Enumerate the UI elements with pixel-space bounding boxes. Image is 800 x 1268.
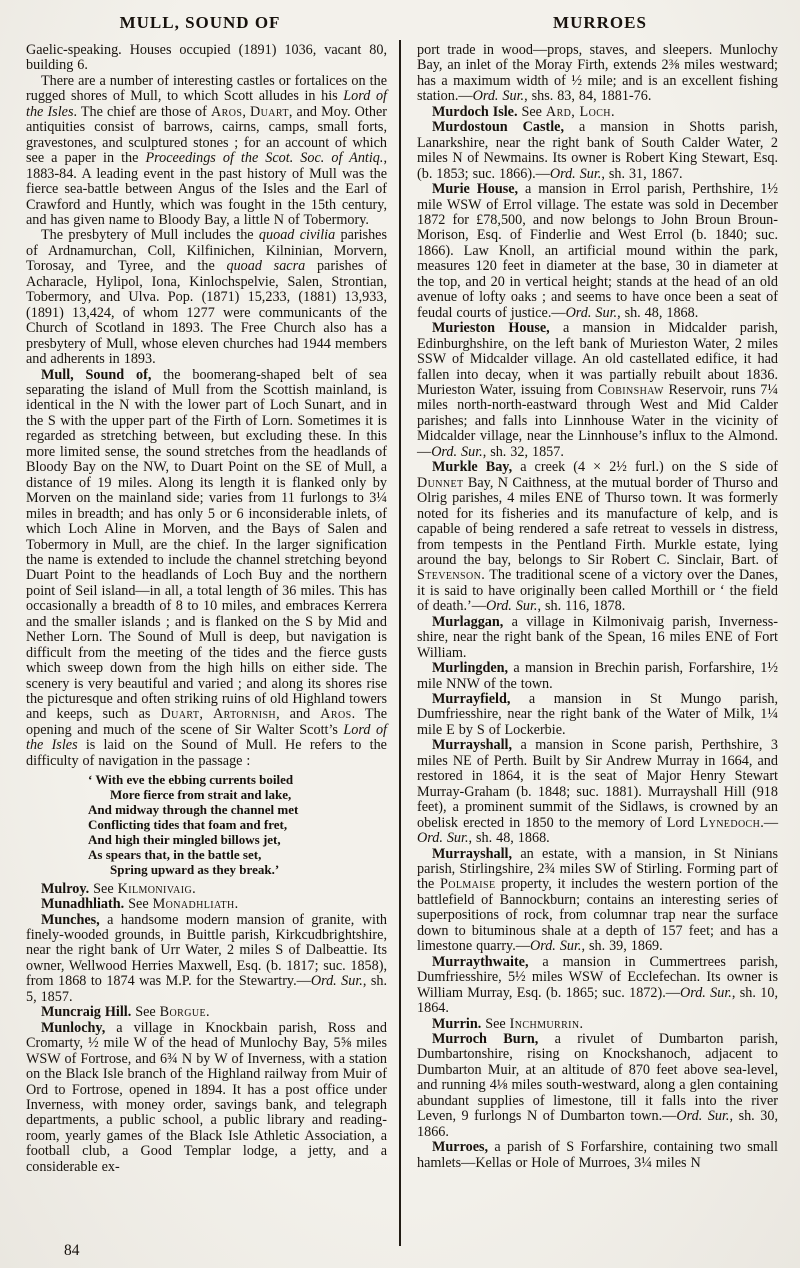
body-text: , sh. 10, 1864. xyxy=(417,984,778,1017)
body-text: , shs. 83, 84, 1881-76. xyxy=(524,88,652,105)
entry-name: Murlaggan, xyxy=(432,613,504,630)
body-text: a mansion in Midcalder parish, Edinburghshire, on the left bank of Murieston Water, 2 miles SSW of Midcalder village. An old castellated edifice, it had fallen into decay, when it was partially rebuilt about 1836. Murieston Water, issuing from xyxy=(417,320,778,398)
body-text: , sh. 30, 1866. xyxy=(417,1108,778,1140)
gazetteer-entry xyxy=(26,368,387,770)
cross-reference: Lynedoch xyxy=(699,814,761,831)
entry-name: Muncraig Hill. xyxy=(41,1004,132,1021)
verse-line: ‘ With eve the ebbing currents boiled xyxy=(88,772,294,788)
entry-name: Murieston House, xyxy=(432,320,550,337)
body-text: . xyxy=(610,103,615,120)
gazetteer-entry xyxy=(417,692,778,738)
text-paragraph xyxy=(26,228,387,367)
gazetteer-entry xyxy=(26,897,387,912)
gazetteer-entry xyxy=(417,182,778,321)
gazetteer-entry xyxy=(417,847,778,955)
entry-name: Murdoch Isle. xyxy=(432,103,518,120)
body-text: , and Moy. Other antiquities consist of barrows, cairns, camps, small forts, gravestones, and sculptured stones ; for an account of which see a paper in the xyxy=(26,103,387,167)
body-text: is laid on the Sound of Mull. He refers to the difficulty of navigation in the passage : xyxy=(26,737,387,769)
entry-name: Murlingden, xyxy=(432,660,509,677)
italic-text: Ord. Sur. xyxy=(679,984,732,1001)
right-column xyxy=(417,43,778,1175)
body-text: , sh. 31, 1867. xyxy=(601,165,683,182)
cross-reference: Dunnet xyxy=(417,474,464,491)
cross-reference: Duart xyxy=(160,706,200,723)
body-text: , sh. 48, 1868. xyxy=(617,304,699,321)
entry-name: Murroch Burn, xyxy=(432,1031,539,1047)
body-text: Gaelic-speaking. Houses occupied (1891) 1036, vacant 80, building 6. xyxy=(26,42,387,74)
gazetteer-entry xyxy=(417,321,778,460)
body-text: parishes of Ardnamurchan, Coll, Kilfinichen, Kilninian, Morvern, Torosay, and Tyree, and the xyxy=(26,227,387,275)
body-text: Reservoir, runs 7¼ miles north-north-eastward through West and Mid Calder parishes; and falls into Linnhouse Water in the vicinity of Midcalder village, near the Linnhouse’s influx to the Almond.— xyxy=(417,381,778,460)
gazetteer-entry xyxy=(26,1021,387,1176)
cross-reference: Polmaise xyxy=(439,876,496,893)
body-text: . The opening and much of the scene of Sir Walter Scott’s xyxy=(26,706,387,738)
cross-reference: Artornish xyxy=(212,706,277,723)
gazetteer-entry xyxy=(417,120,778,182)
cross-reference: Aros xyxy=(211,103,243,120)
gazetteer-entry xyxy=(417,1017,778,1032)
verse-line: Conflicting tides that foam and fret, xyxy=(88,817,288,833)
entry-name: Munadhliath. xyxy=(41,896,125,913)
body-text: See xyxy=(124,896,153,913)
italic-text: Ord. Sur. xyxy=(549,165,602,182)
italic-text: Lord of the Isles xyxy=(26,721,387,754)
body-text: a mansion in Brechin parish, Forfarshire, 1½ mile NNW of the town. xyxy=(417,660,778,692)
body-text: There are a number of interesting castles or fortalices on the rugged shores of Mull, to which Scott alludes in his xyxy=(26,72,387,105)
body-text: .— xyxy=(760,814,778,831)
italic-text: Ord. Sur. xyxy=(676,1108,730,1125)
verse-quote xyxy=(88,773,387,877)
text-paragraph xyxy=(26,43,387,74)
body-text: parishes of Acharacle, Hylipol, Iona, Kinlochspelvie, Salen, Strontian, Tobermory, and Ulva. Pop. (1871) 15,233, (1881) 13,933, (1891) 13,424, of whom 1277 were communicants of the Church of Scotland in 1893. The Free Church also has a presbytery of Mull, whose eleven churches had 1944 members and adherents in 1893. xyxy=(26,258,387,368)
cross-reference: Kilmonivaig xyxy=(117,880,193,897)
gazetteer-entry xyxy=(417,661,778,692)
body-text: a village in Knockbain parish, Ross and Cromarty, ½ mile W of the head of Munlochy Bay, 5⅝ miles WSW of Fortrose, and 6¾ N by W of Inverness, with a station on the Black Isle branch of the Highland railway from Muir of Ord to Fortrose, opened in 1894. It has a post office under Inverness, with money order, savings bank, and telegraph departments, a public school, a public library and reading-room, yearly games of the Black Isle Athletic Association, a football club, a Good Templar lodge, a jetty, and a considerable ex- xyxy=(26,1019,387,1175)
entry-name: Murdostoun Castle, xyxy=(432,119,565,136)
entry-name: Munlochy, xyxy=(41,1019,106,1036)
italic-text: Ord. Sur. xyxy=(417,830,469,847)
body-text: Bay, N Caithness, at the mutual border of Thurso and Olrig parishes, 4 miles ENE of Thurso town. It was formerly noted for its fisheries and its manufacture of kelp, and is capable of being rendered a safe retreat to vessels in distress, from tempests in the Pentland Firth. Murkle estate, lying around the bay, belongs to Sir Robert C. Sinclair, Bart. of xyxy=(417,474,778,568)
italic-text: Proceedings of the Scot. Soc. of Antiq. xyxy=(145,150,384,167)
italic-text: Lord of the Isles xyxy=(26,88,387,120)
body-text: The presbytery of Mull includes the xyxy=(41,227,259,244)
body-text: , 1883-84. A leading event in the past history of Mull was the fierce sea-battle between Angus of the Isles and the Earl of Crawford and Huntly, which was fought in the 15th century, and has given name to Bloody Bay, a little N of Tobermory. xyxy=(26,150,387,228)
verse-line: As spears that, in the battle set, xyxy=(88,846,262,862)
italic-text: Ord. Sur. xyxy=(472,88,525,105)
body-text: . The traditional scene of a victory over the Danes, it is said to have originally been called Morthill or ‘ the field of death.’— xyxy=(417,567,778,615)
body-text: , sh. 5, 1857. xyxy=(26,973,388,1005)
italic-text: Ord. Sur. xyxy=(431,443,483,460)
body-text: port trade in wood—props, staves, and sleepers. Munlochy Bay, an inlet of the Moray Firth, extends 2⅜ miles westward; has a maximum width of ½ mile; and is an excellent fishing station.— xyxy=(417,42,778,105)
body-text: See xyxy=(131,1004,160,1021)
cross-reference: Inchmurrin xyxy=(509,1015,580,1032)
body-text: a creek (4 × 2½ furl.) on the S side of xyxy=(512,459,778,476)
italic-text: quoad sacra xyxy=(226,258,306,275)
body-text: See xyxy=(89,880,118,897)
body-text: a rivulet of Dumbarton parish, Dumbartonshire, rising on Knockshanoch, adjacent to Dumbarton Muir, at an altitude of 870 feet above sea-level, and running 4⅛ miles south-westward, along a glen containing abundant supplies of limestone, till it falls into the river Leven, 9 furlongs N of Dumbarton town.— xyxy=(417,1031,778,1125)
entry-name: Murrayfield, xyxy=(432,691,511,708)
left-column xyxy=(26,43,387,1175)
cross-reference: Monadhliath xyxy=(152,896,235,913)
body-text: an estate, with a mansion, in St Ninians parish, Stirlingshire, 2¾ miles SW of Stirling. Forming part of the xyxy=(417,845,778,893)
body-text: , xyxy=(242,103,250,120)
body-text: , sh. 32, 1857. xyxy=(482,443,564,460)
cross-reference: Cobinshaw xyxy=(597,381,664,398)
right-running-head: MURROES xyxy=(553,13,647,32)
entry-name: Mulroy. xyxy=(41,880,90,897)
body-text: . xyxy=(205,1004,210,1021)
entry-name: Murrayshall, xyxy=(432,845,512,862)
gazetteer-entry xyxy=(417,1140,778,1171)
gazetteer-entry xyxy=(417,738,778,846)
entry-name: Munches, xyxy=(41,911,100,928)
body-text: property, it includes the western portion of the battlefield of Bannockburn; contains an interesting series of superpositions of rock, from columnar trap near the surface down to bituminous shale at a depth of 157 feet; and has a limestone quarry.— xyxy=(417,876,779,955)
cross-reference: Ard, Loch xyxy=(545,103,611,120)
entry-name: Murkle Bay, xyxy=(432,459,513,476)
body-text: . xyxy=(192,880,196,897)
italic-text: Ord. Sur. xyxy=(529,938,582,955)
italic-text: quoad civilia xyxy=(258,227,336,244)
gazetteer-entry xyxy=(417,460,778,615)
body-text: a mansion in St Mungo parish, Dumfriesshire, near the right bank of the Water of Milk, 1¼ mile E by S of Lockerbie. xyxy=(417,691,778,738)
gazetteer-entry xyxy=(26,913,387,1006)
body-text: a village in Kilmonivaig parish, Inverness-shire, near the right bank of the Spean, 16 miles ENE of Fort William. xyxy=(417,613,778,661)
body-text: the boomerang-shaped belt of sea separating the island of Mull from the Scottish mainland, is identical in the N with the lower part of Loch Sunart, and in the S with the upper part of the Firth of Lorn. Sometimes it is regarded as stretching between, but excluding these. In this more limited sense, the sound stretches from the headlands of Bloody Bay on the NW, to Duart Point on the SE of Mull, a distance of 19 miles. Along its length it is flanked only by Morven on the mainland side; varies from 11 furlongs to 3¼ miles in breadth; and has only 5 or 6 inconsiderable inlets, of which Loch Aline in Morven, and the Bays of Salen and Tobermory in Mull, are the chief. In the larger signification the name is extended to include the channel stretching beyond Duart Point to the headlands of Loch Buy and the northern point of Seil island—in all, a total length of 36 miles. This has occasionally a breadth of 8 to 10 miles, and embraces Kerrera and the smaller islands ; and is flanked on the S by Mid and Nether Lorn. The Sound of Mull is deep, but navigation is difficult from the meeting of the tides and the fierce gusts which sweep down from the high hills on either side. The scenery is very beautiful and varied ; and along its shores rise the picturesque and often striking ruins of old Highland towers and keeps, such as xyxy=(26,366,387,723)
body-text: See xyxy=(481,1015,510,1032)
entry-name: Murraythwaite, xyxy=(432,953,529,970)
body-text: , sh. 48, 1868. xyxy=(468,830,550,847)
entry-name: Murrin. xyxy=(432,1015,482,1032)
entry-name: Murie House, xyxy=(432,181,519,198)
body-text: See xyxy=(517,103,546,120)
italic-text: Ord. Sur. xyxy=(485,598,538,615)
gazetteer-entry xyxy=(26,882,387,897)
body-text: , sh. 116, 1878. xyxy=(537,598,626,615)
text-paragraph xyxy=(417,43,778,105)
body-text: . The chief are those of xyxy=(73,103,211,120)
italic-text: Ord. Sur. xyxy=(565,304,618,321)
body-text: . xyxy=(579,1015,584,1032)
cross-reference: Aros xyxy=(320,706,352,723)
text-paragraph xyxy=(26,74,387,229)
body-text: , sh. 39, 1869. xyxy=(581,938,663,955)
verse-line: And high their mingled billows jet, xyxy=(88,831,281,847)
body-text: a mansion in Scone parish, Perthshire, 3 miles NE of Perth. Built by Sir Andrew Murray in 1664, and restored in 1864, it is the seat of Major Henry Stewart Murray-Graham (b. 1848; suc. 1881). Murrayshall Hill (918 feet), a prominent summit of the Sidlaws, is crowned by an obelisk erected in 1850 to the memory of Lord xyxy=(417,737,778,831)
entry-name: Murroes, xyxy=(432,1139,489,1156)
gazetteer-entry xyxy=(26,1005,387,1020)
italic-text: Ord. Sur. xyxy=(310,973,363,990)
gazetteer-entry xyxy=(417,615,778,661)
left-running-head: MULL, SOUND OF xyxy=(119,13,281,32)
gazetteer-entry xyxy=(417,1032,778,1140)
cross-reference: Stevenson xyxy=(417,567,482,584)
body-text: a mansion in Cummertrees parish, Dumfriesshire, 5½ miles WSW of Ecclefechan. Its owner is William Murray, Esq. (b. 1865; suc. 1872).— xyxy=(417,953,778,1001)
body-text: a mansion in Errol parish, Perthshire, 1½ mile WSW of Errol village. The estate was sold in December 1872 for £78,500, and now belongs to John Broun Broun-Morison, Esq. of Finderlie and West Errol (b. 1840; suc. 1866). Law Knoll, an artificial mound within the park, measures 120 feet in diameter at the base, 30 in diameter at the top, and 20 in vertical height; stands at the head of an old avenue of lofty oaks ; and seems to have once been a seat of feudal courts of justice.— xyxy=(417,181,778,321)
body-text: a parish of S Forfarshire, containing two small hamlets—Kellas or Hole of Murroes, 3¼ miles N xyxy=(417,1139,778,1171)
verse-line: More fierce from strait and lake, xyxy=(110,787,292,803)
page-number: 84 xyxy=(64,1242,80,1259)
cross-reference: Borgue xyxy=(159,1004,206,1021)
body-text: , xyxy=(199,706,213,723)
body-text: , and xyxy=(276,706,321,723)
verse-line: Spring upward as they break.’ xyxy=(110,861,280,877)
entry-name: Murrayshall, xyxy=(432,737,512,754)
body-text: a handsome modern mansion of granite, with finely-wooded grounds, in Buittle parish, Kirkcudbrightshire, near the right bank of Urr Water, 2 miles S of Dalbeattie. Its owner, Wellwood Herries Maxwell, Esq. (b. 1817; suc. 1858), from 1868 to 1874 was M.P. for the Stewartry.— xyxy=(26,911,387,990)
body-text: a mansion in Shotts parish, Lanarkshire, near the right bank of South Calder Water, 2 miles N of Newmains. Its owner is Robert King Stewart, Esq. (b. 1853; suc. 1866).— xyxy=(417,119,778,182)
running-heads xyxy=(0,0,800,33)
cross-reference: Duart xyxy=(249,103,289,120)
entry-name: Mull, Sound of, xyxy=(41,366,152,383)
gazetteer-entry xyxy=(417,105,778,120)
body-text: . xyxy=(234,896,239,913)
gazetteer-entry xyxy=(417,955,778,1017)
column-divider-rule xyxy=(399,40,401,1246)
verse-line: And midway through the channel met xyxy=(88,802,299,818)
